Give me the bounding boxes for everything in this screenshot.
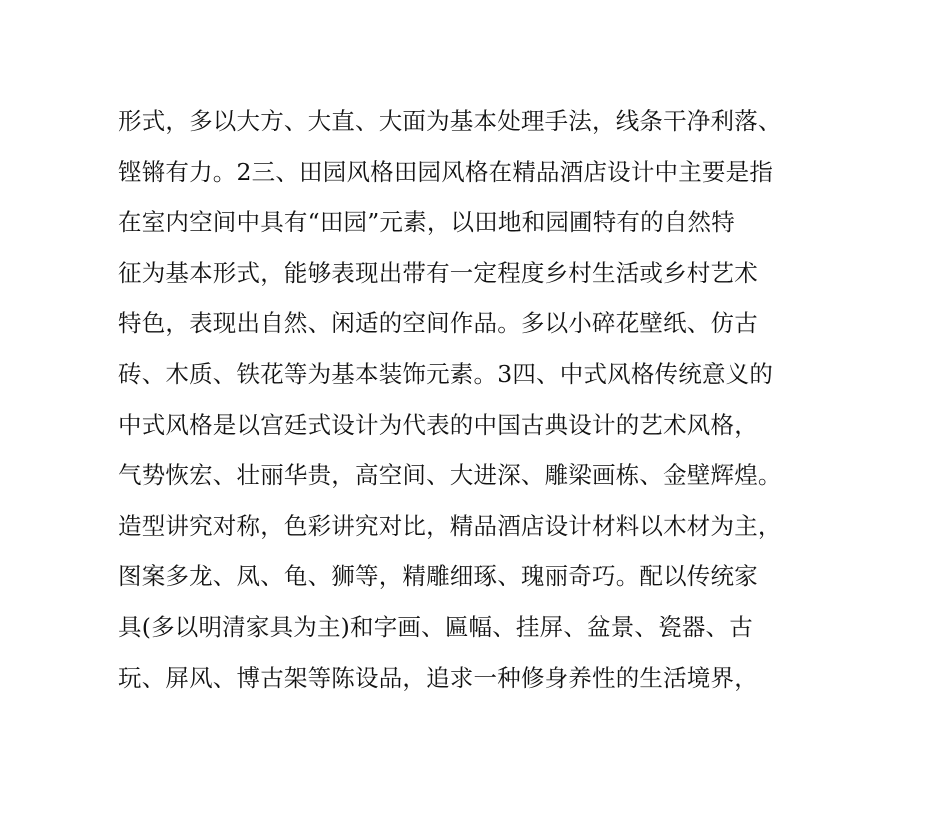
text-line: 形式，多以大方、大直、大面为基本处理手法，线条干净利落、 [118, 107, 782, 135]
text-line: 气势恢宏、壮丽华贵，高空间、大进深、雕梁画栋、金壁辉煌。 [118, 461, 782, 490]
text-line: 造型讲究对称，色彩讲究对比，精品酒店设计材料以木材为主， [118, 511, 782, 540]
body-text [118, 96, 858, 703]
text-line: 在室内空间中具有“田园”元素，以田地和园圃特有的自然特 [118, 208, 735, 237]
text-line: 玩、屏风、博古架等陈设品，追求一种修身养性的生活境界， [118, 663, 758, 692]
text-line: 铿锵有力。2三、田园风格田园风格在精品酒店设计中主要是指 [118, 157, 774, 186]
text-line: 砖、木质、铁花等为基本装饰元素。3四、中式风格传统意义的 [118, 359, 774, 388]
text-line: 征为基本形式，能够表现出带有一定程度乡村生活或乡村艺术 [118, 258, 758, 287]
text-line: 特色，表现出自然、闲适的空间作品。多以小碎花壁纸、仿古 [118, 309, 758, 338]
text-line: 具(多以明清家具为主)和字画、匾幅、挂屏、盆景、瓷器、古 [118, 612, 753, 641]
text-line: 中式风格是以宫廷式设计为代表的中国古典设计的艺术风格， [118, 410, 758, 439]
text-line: 图案多龙、凤、龟、狮等，精雕细琢、瑰丽奇巧。配以传统家 [118, 562, 758, 591]
